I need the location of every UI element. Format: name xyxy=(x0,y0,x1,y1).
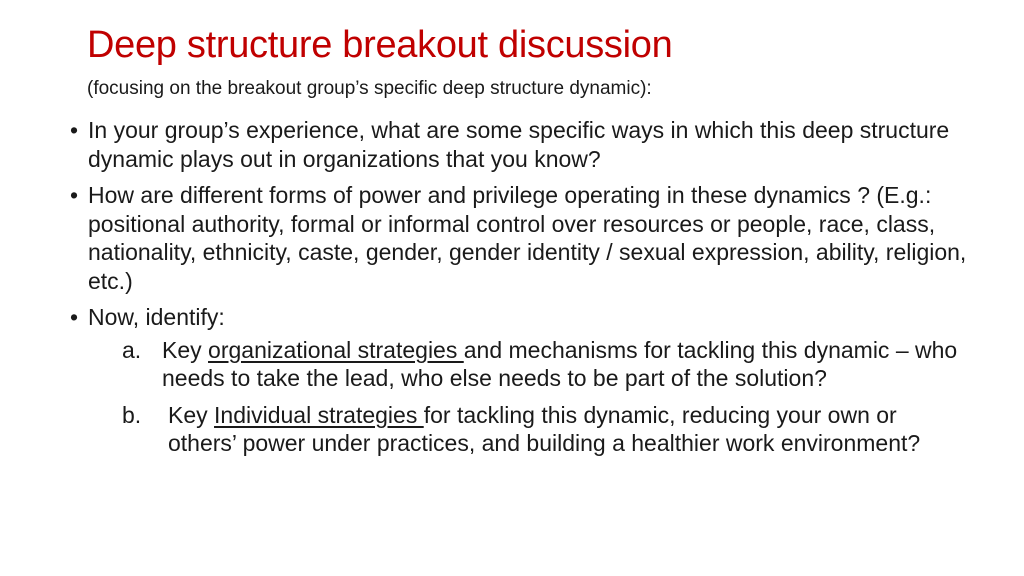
bullet-text: How are different forms of power and privilege operating in these dynamics ? (E.g.: positional authority, formal or informal control over resources or people, race, class, nationality, ethnicity, caste, gender, gender identity / sexual expression, ability, religion, etc.) xyxy=(88,182,967,294)
slide-title: Deep structure breakout discussion xyxy=(87,24,673,66)
bullet-item-power-privilege xyxy=(70,181,970,295)
slide-subtitle: (focusing on the breakout group’s specific deep structure dynamic): xyxy=(87,78,652,99)
bullet-text: Now, identify: xyxy=(88,304,225,330)
bullet-marker: • xyxy=(70,117,79,143)
sub-item-individual-strategies xyxy=(122,401,970,458)
sub-item-suffix: and mechanisms for tackling this dynamic – who needs to take the lead, who else needs to be part of the solution? xyxy=(162,336,958,391)
sub-item-marker: b. xyxy=(122,401,142,428)
sub-item-underlined-term: Individual strategies xyxy=(214,401,424,428)
bullet-marker: • xyxy=(70,304,79,330)
bullet-marker: • xyxy=(70,182,79,208)
bullet-item-identify xyxy=(70,303,970,458)
sub-item-prefix: Key xyxy=(168,401,215,428)
sub-item-prefix: Key xyxy=(162,336,209,363)
sub-item-suffix: for tackling this dynamic, reducing your own or others’ power under practices, and building a healthier work environment? xyxy=(168,401,921,456)
sub-item-underlined-term: organizational strategies xyxy=(208,336,464,363)
bullet-text: In your group’s experience, what are some specific ways in which this deep structure dynamic plays out in organizations that you know? xyxy=(88,117,950,172)
bullet-list xyxy=(70,116,970,466)
sub-list xyxy=(88,336,970,458)
sub-item-marker: a. xyxy=(122,336,142,363)
bullet-item-experience xyxy=(70,116,970,173)
sub-item-organizational-strategies xyxy=(122,336,970,393)
